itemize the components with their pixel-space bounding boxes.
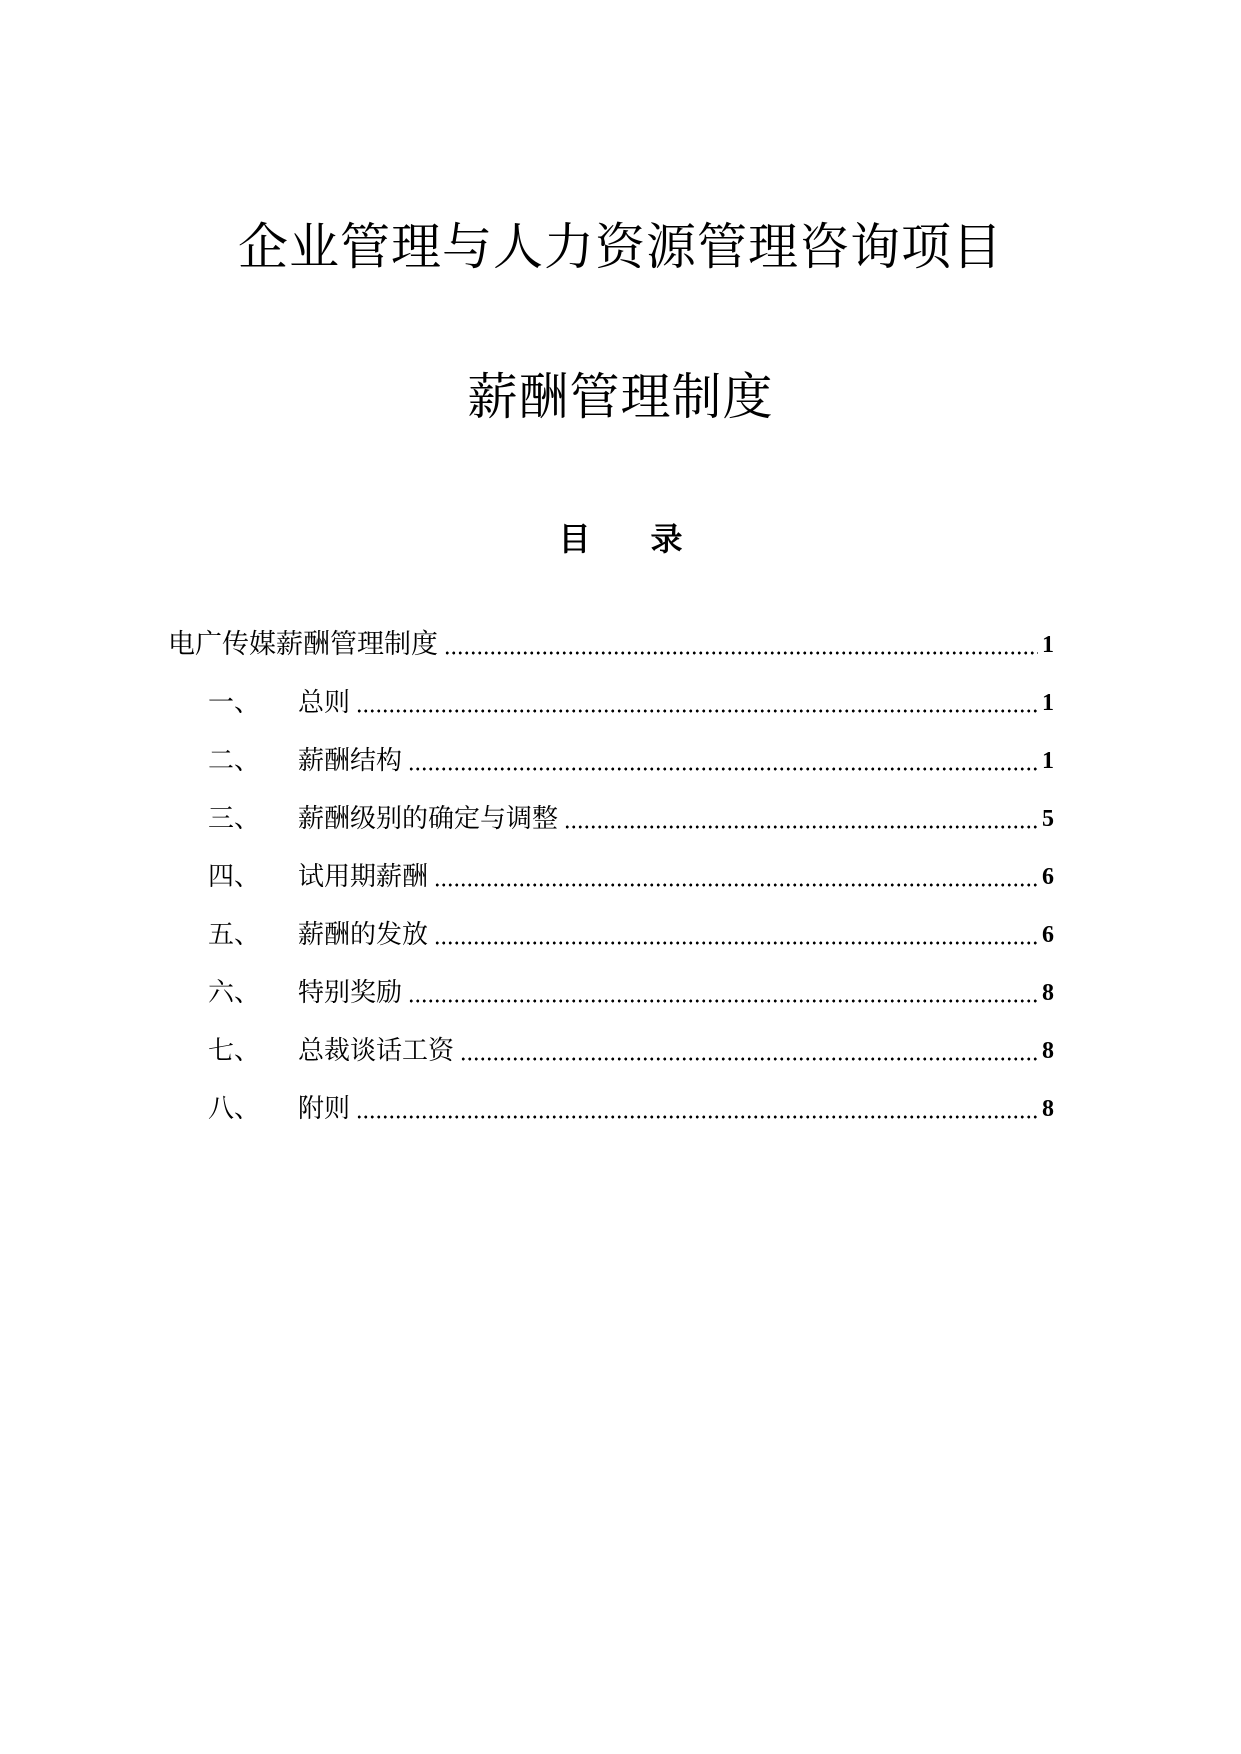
toc-entry-page: 1 [1042, 690, 1054, 716]
toc-entry[interactable] [188, 1086, 1054, 1126]
toc-entry-label: 薪酬级别的确定与调整 [298, 804, 559, 834]
toc-entry-page: 8 [1042, 1038, 1054, 1064]
document-title-line-2: 薪酬管理制度 [467, 368, 774, 426]
toc-heading-char: 录 [650, 520, 683, 558]
toc-dot-leader [444, 651, 1038, 655]
toc-entry-label: 特别奖励 [298, 978, 403, 1008]
toc-entry-label: 试用期薪酬 [298, 862, 429, 892]
toc-entry-page: 5 [1042, 806, 1054, 832]
toc-entry[interactable] [188, 912, 1054, 952]
toc-entry-number: 五、 [208, 920, 261, 950]
toc-entry-number: 一、 [208, 688, 261, 718]
toc-entry[interactable] [188, 680, 1054, 720]
toc-entry[interactable] [188, 796, 1054, 836]
toc-entry[interactable] [188, 1028, 1054, 1068]
toc-entry-page: 6 [1042, 864, 1054, 890]
toc-dot-leader [434, 883, 1038, 887]
toc-dot-leader [408, 999, 1038, 1003]
toc-entry[interactable] [188, 854, 1054, 894]
toc-heading-char: 目 [558, 520, 591, 558]
toc-entry[interactable] [168, 622, 1054, 662]
toc-dot-leader [460, 1057, 1038, 1061]
toc-entry-number: 七、 [208, 1036, 261, 1066]
toc-dot-leader [564, 825, 1038, 829]
toc-entry-label: 电广传媒薪酬管理制度 [168, 629, 438, 660]
toc-entry-number: 三、 [208, 804, 261, 834]
toc-dot-leader [356, 709, 1038, 713]
toc-entry-page: 1 [1042, 748, 1054, 774]
toc-entry-page: 8 [1042, 980, 1054, 1006]
toc-entry-label: 附则 [298, 1094, 351, 1124]
toc-entry-page: 8 [1042, 1096, 1054, 1122]
toc-entry-page: 1 [1042, 632, 1054, 658]
toc-dot-leader [356, 1115, 1038, 1119]
toc-dot-leader [408, 767, 1038, 771]
toc-entry-label: 总则 [298, 688, 351, 718]
toc-heading [0, 519, 1241, 559]
toc-entry-label: 总裁谈话工资 [298, 1036, 455, 1066]
toc-entry-number: 八、 [208, 1094, 261, 1124]
toc-entry-number: 六、 [208, 978, 261, 1008]
document-title-line-1: 企业管理与人力资源管理咨询项目 [238, 218, 1003, 276]
toc-entry-number: 二、 [208, 746, 261, 776]
toc-entry[interactable] [188, 970, 1054, 1010]
toc-dot-leader [434, 941, 1038, 945]
toc-entry-label: 薪酬结构 [298, 746, 403, 776]
toc-entry[interactable] [188, 738, 1054, 778]
toc-entry-label: 薪酬的发放 [298, 920, 429, 950]
toc-entry-number: 四、 [208, 862, 261, 892]
toc-entry-page: 6 [1042, 922, 1054, 948]
